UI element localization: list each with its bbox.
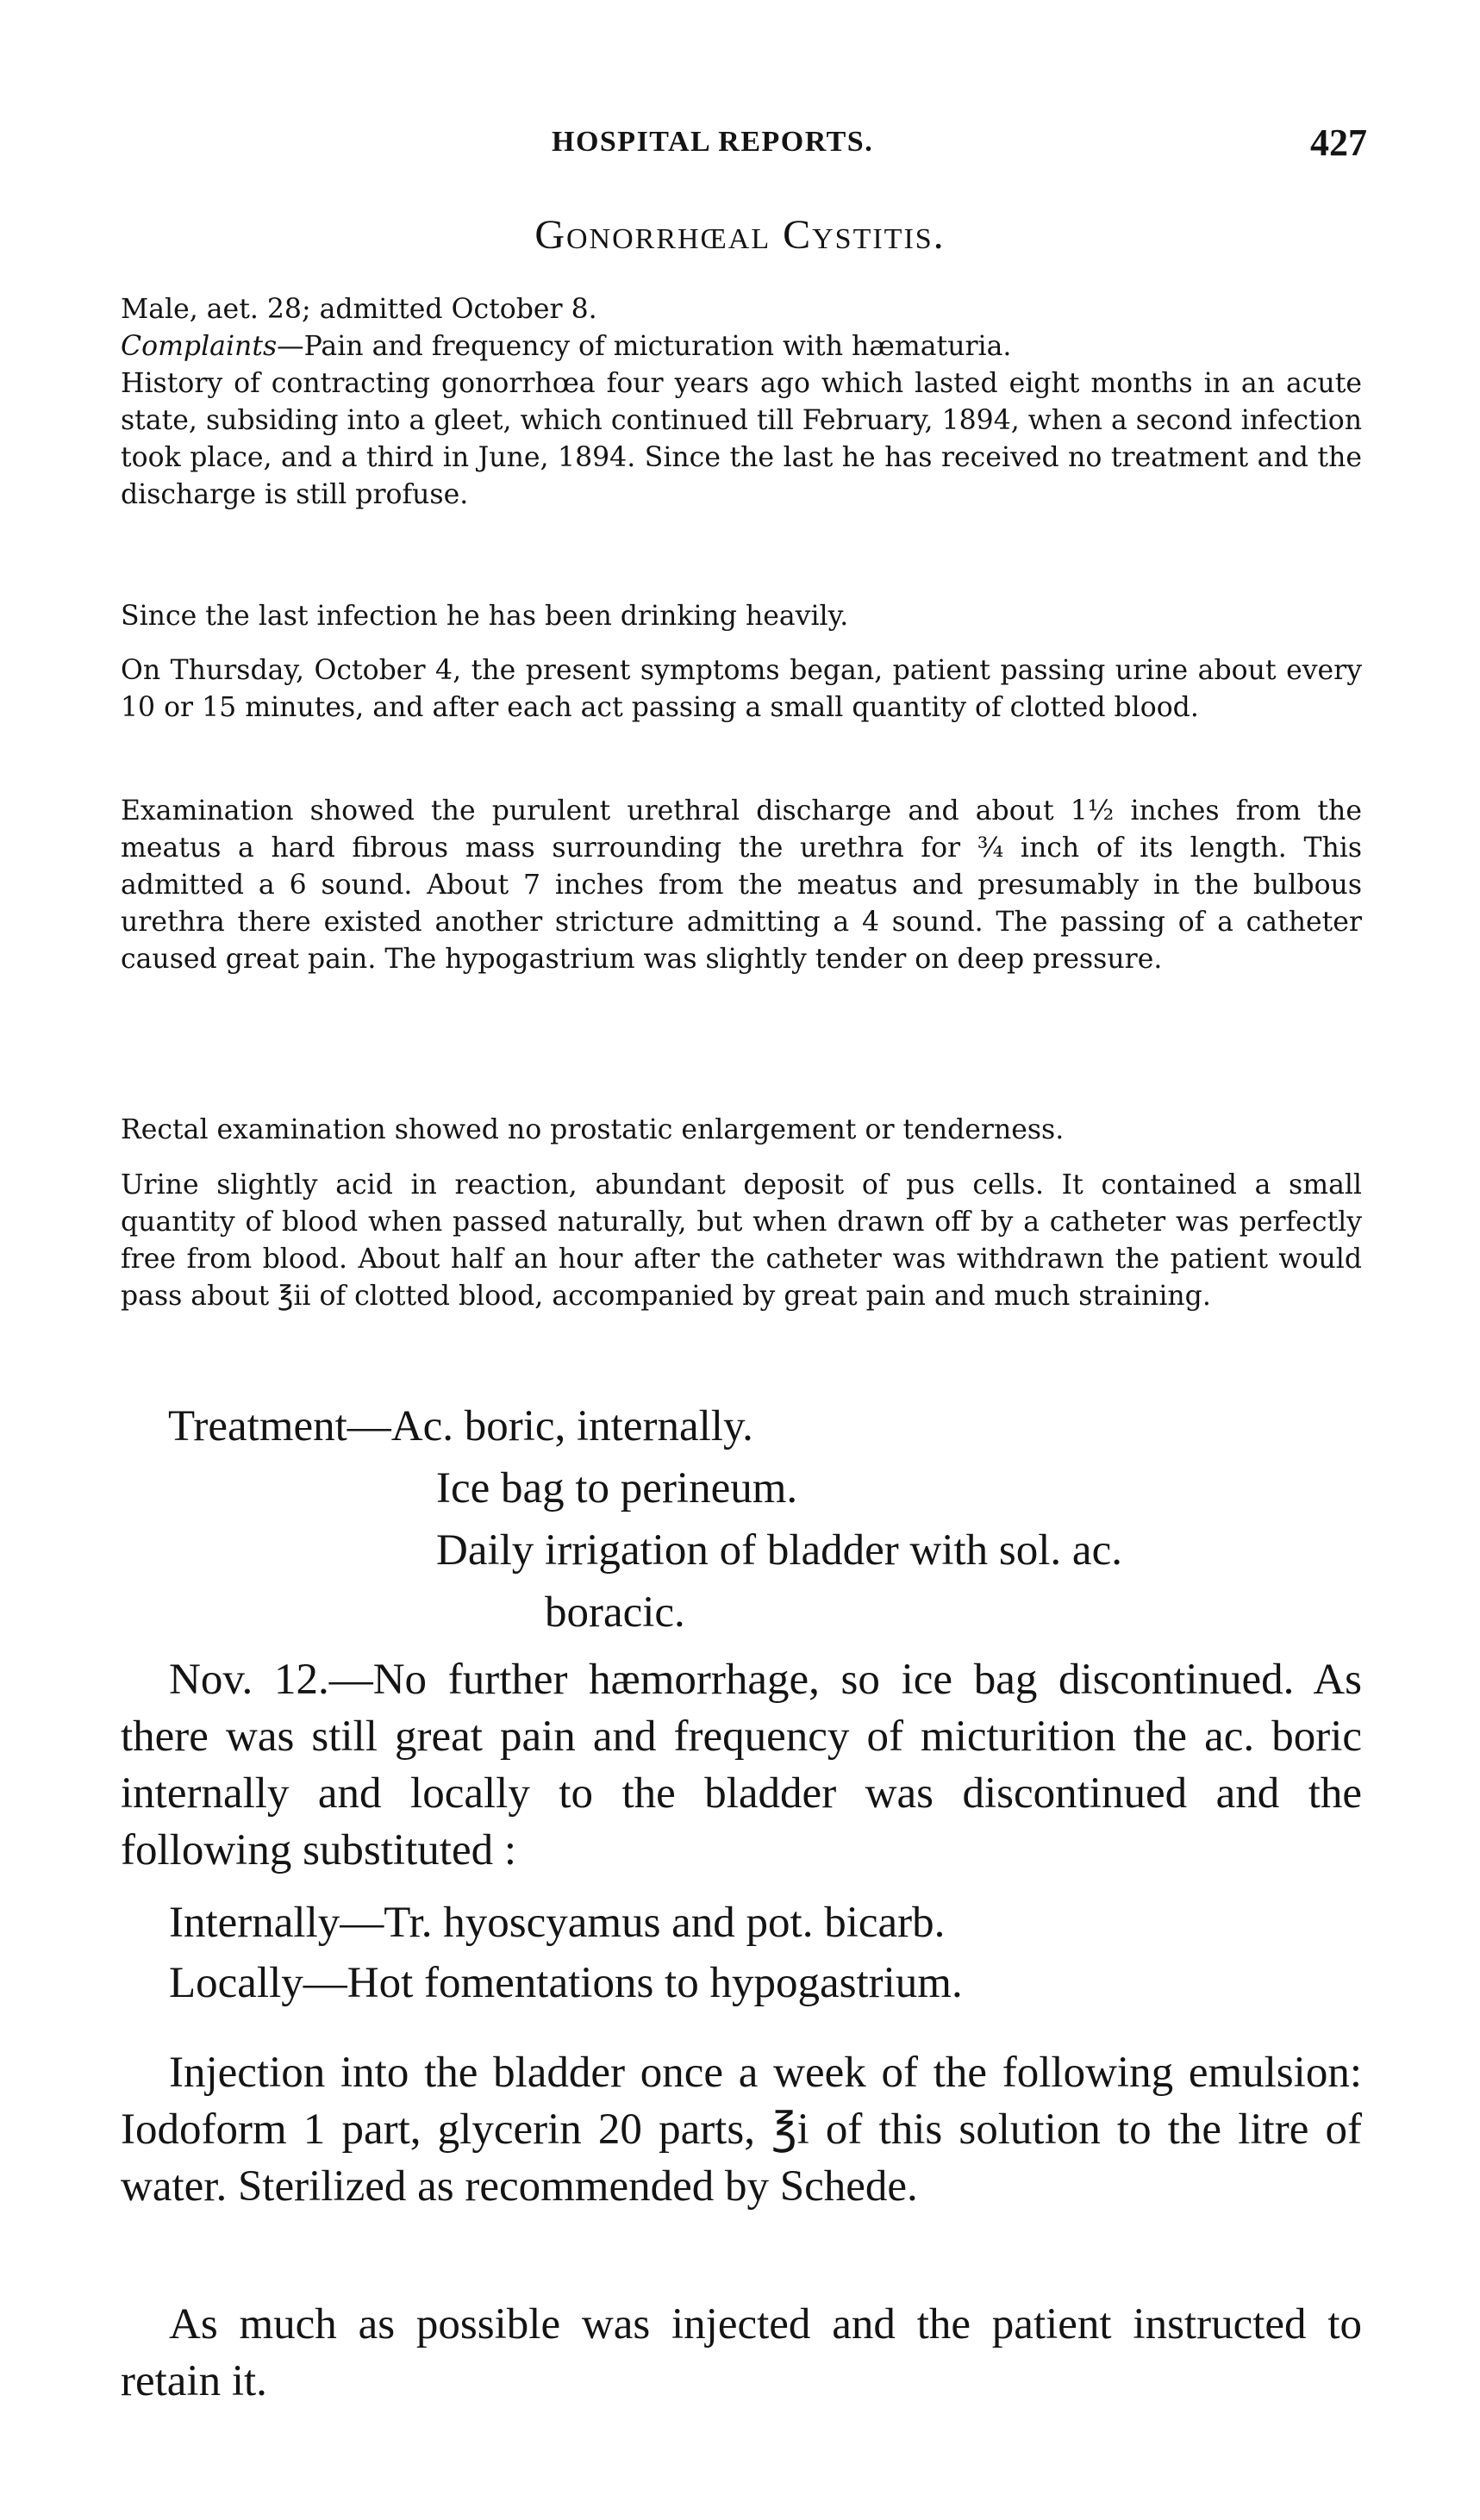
urine-paragraph: Urine slightly acid in reaction, abundant deposit of pus cells. It contained a small quantity of blood when passed naturally, but when drawn off by a catheter was perfectly free from blood. About half an hour after the catheter was withdrawn the patient would pass about ℥ii of clotted blood, accompanied by great pain and much straining. <box>121 1170 1362 1312</box>
page-number: 427 <box>1310 122 1367 164</box>
treatment-line-1: Treatment—Ac. boric, internally. <box>168 1402 753 1450</box>
drinking-paragraph: Since the last infection he has been drinking heavily. <box>121 601 849 632</box>
history-paragraph: History of contracting gonorrhœa four years ago which lasted eight months in an acute state, subsiding into a gleet, which continued till February, 1894, when a second infection took place, and a third in June, 1894. Since the last he has received no treatment and the discharge is still profuse. <box>121 368 1362 510</box>
treatment-line-4: boracic. <box>545 1588 685 1637</box>
onset-paragraph: On Thursday, October 4, the present symptoms began, patient passing urine about every 10 or 15 minutes, and after each act passing a small quantity of clotted blood. <box>121 655 1362 723</box>
complaints-label: Complaints <box>121 331 278 362</box>
rectal-paragraph: Rectal examination showed no prostatic enlargement or tenderness. <box>121 1114 1065 1145</box>
injection-paragraph: Injection into the bladder once a week of the following emulsion: Iodoform 1 part, glycerin 20 parts, ℥i of this solution to the litre of water. Sterilized as recommended by Schede. <box>121 2049 1362 2211</box>
examination-paragraph: Examination showed the purulent urethral discharge and about 1½ inches from the meatus a hard fibrous mass surrounding the urethra for ¾ inch of its length. This admitted a 6 sound. About 7 inches from the meatus and presumably in the bulbous urethra there existed another stricture admitting a 4 sound. The passing of a catheter caused great pain. The hypogastrium was slightly tender on deep pressure. <box>121 795 1362 975</box>
complaints-line <box>121 328 1362 365</box>
running-title: HOSPITAL REPORTS. <box>552 126 874 158</box>
nov12-paragraph: Nov. 12.—No further hæmorrhage, so ice bag discontinued. As there was still great pain and frequency of micturition the ac. boric internally and locally to the bladder was discontinued and the following substituted : <box>121 1656 1362 1874</box>
complaints-text: —Pain and frequency of micturation with hæmaturia. <box>277 331 1012 362</box>
locally-paragraph: Locally—Hot fomentations to hypogastrium. <box>169 1959 963 2007</box>
section-title: Gonorrhœal Cystitis. <box>534 212 946 258</box>
running-head <box>0 121 1480 172</box>
patient-line: Male, aet. 28; admitted October 8. <box>121 294 597 325</box>
retain-paragraph: As much as possible was injected and the patient instructed to retain it. <box>121 2300 1362 2405</box>
internally-paragraph: Internally—Tr. hyoscyamus and pot. bicarb. <box>169 1899 946 1947</box>
treatment-line-2: Ice bag to perineum. <box>436 1464 798 1513</box>
treatment-line-3: Daily irrigation of bladder with sol. ac. <box>436 1526 1122 1575</box>
